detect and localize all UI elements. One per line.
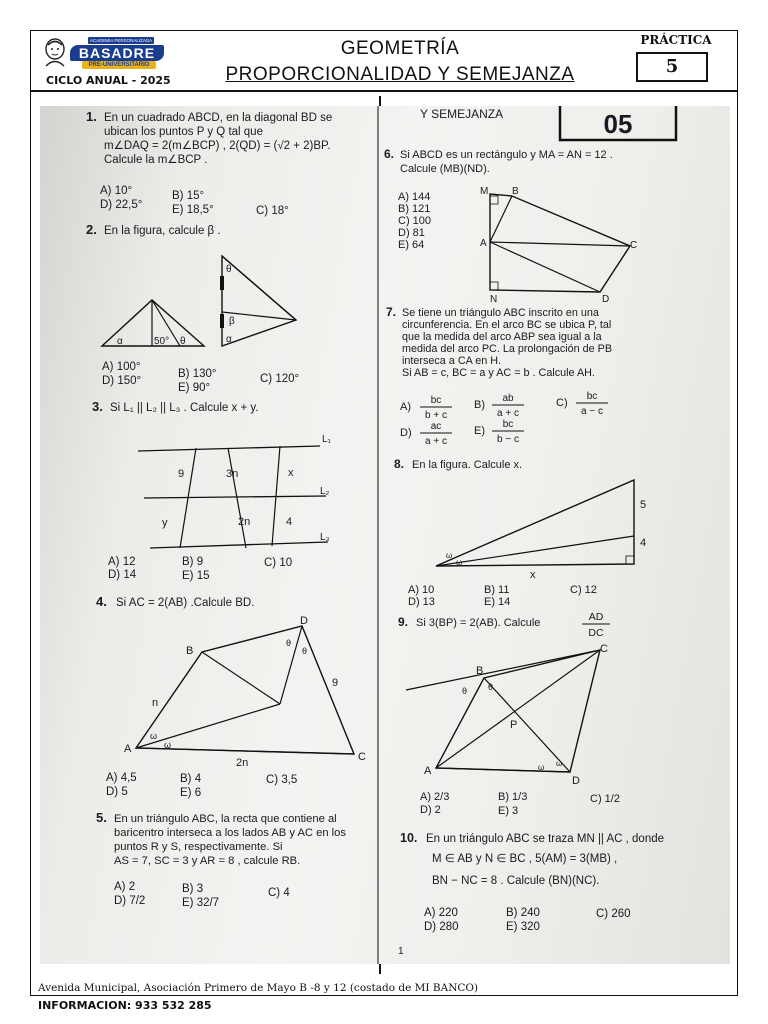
option: E) 320 [506,921,540,933]
vertex-label: B [186,645,194,657]
problem-number: 1. [86,109,97,124]
option: C) 100 [398,215,432,227]
angle-label: θ [462,686,468,696]
svg-text:B): B) [474,399,485,411]
vertex-label: D [572,775,580,787]
segment-label: x [530,569,536,581]
problem-number: 9. [398,615,409,629]
problem-6 [384,147,637,305]
figure-3 [138,434,332,548]
option: B) 1/3 [498,791,528,803]
problem-2 [86,222,299,394]
option: D) 81 [398,227,425,239]
problem-line: m∠DAQ = 2(m∠BCP) , 2(QD) = (√2 + 2)BP. [104,140,331,152]
angle-label: ω [556,759,563,768]
figure-8 [436,480,646,581]
svg-text:bc: bc [502,419,514,430]
problem-10 [400,831,664,933]
option: E) 32/7 [182,897,220,909]
svg-text:D): D) [400,427,412,439]
figure-6 [480,186,637,305]
problem-line: AS = 7, SC = 3 y AR = 8 , calcule RB. [114,855,301,867]
segment-label: y [162,517,168,529]
option [474,393,524,419]
option: C) 120° [260,373,300,385]
angle-label: ω [456,558,463,567]
course-title: GEOMETRÍA [340,38,460,59]
problem-9 [398,611,620,817]
option: D) 5 [106,786,128,798]
line-label: L₂ [320,486,330,497]
footer-address: Avenida Municipal, Asociación Primero de Mayo B -8 y 12 (costado de MI BANCO) [38,982,479,994]
problem-line: circunferencia. En el arco BC se ubica P, tal [402,319,612,331]
option: D) 13 [408,596,435,608]
option: D) 280 [424,921,459,933]
problem-5 [96,810,346,909]
option: E) 18,5° [172,204,214,216]
problem-line: Se tiene un triángulo ABC inscrito en una [402,307,599,319]
problem-line: Calcule la m∠BCP . [104,154,208,166]
worksheet-photo [40,106,730,964]
option [400,395,452,421]
problem-line: M ∈ AB y N ∈ BC , 5(AM) = 3(MB) , [432,853,618,865]
angle-label: θ [180,336,186,347]
problem-number: 2. [86,222,97,237]
option: D) 150° [102,375,142,387]
svg-text:b + c: b + c [425,410,447,421]
angle-label: ω [164,740,172,750]
option: E) 3 [498,805,519,817]
option: E) 14 [484,596,511,608]
segment-label: 3n [226,468,239,480]
segment-label: 5 [640,499,647,511]
logo-main-text: BASADRE [70,45,164,61]
practice-label: PRÁCTICA [640,33,712,47]
vertex-label: C [630,240,638,251]
problem-line: que la medida del arco ABP sea igual a la [402,331,602,343]
sheet-header-fragment: Y SEMEJANZA [420,107,504,121]
segment-label: n [152,697,159,709]
option: E) 90° [178,382,211,394]
option: A) 12 [108,556,136,568]
problem-7 [386,305,612,447]
problem-number: 6. [384,147,395,161]
vertex-label: B [512,186,519,197]
problem-line: En un triángulo ABC, la recta que contiene al [114,813,337,825]
segment-label: x [288,467,294,479]
angle-label: θ [226,264,232,275]
option: C) 1/2 [590,793,620,805]
worksheet-drawing [40,106,730,964]
problem-line: Si AC = 2(AB) .Calcule BD. [116,597,255,609]
option: B) 9 [182,556,204,568]
option: E) 64 [398,239,425,251]
problem-line: En un cuadrado ABCD, en la diagonal BD se [104,112,333,124]
option: B) 130° [178,368,217,380]
angle-label: α [117,336,123,347]
vertex-label: D [602,294,610,305]
option: B) 240 [506,907,540,919]
segment-label: 2n [236,757,249,769]
segment-label: 2n [238,516,251,528]
footer-contact: INFORMACION: 933 532 285 [38,999,212,1012]
segment-label: 9 [332,677,339,689]
option [556,391,608,417]
figure-4 [124,615,366,769]
option [400,421,452,447]
svg-text:bc: bc [430,395,442,406]
option: A) 144 [398,191,431,203]
problem-number: 5. [96,810,107,825]
segment-label: 9 [178,468,185,480]
problem-line: Si AB = c, BC = a y AC = b . Calcule AH. [402,367,595,379]
option: E) 6 [180,787,202,799]
problem-4 [96,594,366,799]
problem-number: 7. [386,305,397,319]
option: B) 15° [172,190,205,202]
svg-text:ab: ab [502,393,514,404]
option: A) 2 [114,881,136,893]
academy-logo [42,37,162,71]
option: A) 10 [408,584,435,596]
vertex-label: C [600,643,608,655]
vertex-label: P [510,719,518,731]
svg-text:a + c: a + c [425,436,447,447]
option: D) 14 [108,569,137,581]
line-label: L₁ [322,434,331,445]
page-header [30,30,738,92]
vertex-label: A [424,765,432,777]
option: E) 15 [182,570,210,582]
svg-text:a + c: a + c [497,408,519,419]
vertex-label: B [476,665,484,677]
option [474,419,524,445]
svg-text:ac: ac [430,421,442,432]
problem-3 [92,399,332,582]
problem-line: En un triángulo ABC se traza MN || AC , donde [426,833,665,845]
problem-line: BN − NC = 8 . Calcule (BN)(NC). [432,875,600,887]
problem-line: Si 3(BP) = 2(AB). Calcule [416,617,541,629]
svg-text:bc: bc [586,391,598,402]
option: A) 10° [100,185,133,197]
problem-line: En la figura. Calcule x. [412,459,523,471]
column-divider-tick-top [379,96,381,106]
option: B) 4 [180,773,202,785]
angle-label: ω [446,551,453,560]
svg-text:C): C) [556,397,568,409]
option: D) 22,5° [100,199,143,211]
problem-number: 3. [92,399,103,414]
angle-label: θ [302,646,308,656]
option: C) 18° [256,205,289,217]
svg-text:A): A) [400,401,411,413]
option: A) 220 [424,907,458,919]
founder-portrait-icon [42,37,68,67]
option: C) 10 [264,557,293,569]
angle-label: ω [538,763,545,772]
figure-2 [102,256,296,347]
vertex-label: D [300,615,308,627]
option: B) 3 [182,883,204,895]
vertex-label: A [480,238,487,249]
angle-label: θ [488,682,494,692]
problem-line: Si L₁ || L₂ || L₃ . Calcule x + y. [110,402,259,414]
option: C) 3,5 [266,774,298,786]
problem-line: baricentro interseca a los lados AB y AC en los [114,827,346,839]
problem-line: medida del arco PC. La prolongación de PB [402,343,613,355]
option: A) 4,5 [106,772,137,784]
vertex-label: A [124,743,132,755]
vertex-label: N [490,294,498,305]
fraction-options [400,391,608,447]
svg-text:E): E) [474,425,485,437]
angle-label: α [226,334,232,345]
angle-label: 50° [154,336,170,347]
topic-title: PROPORCIONALIDAD Y SEMEJANZA [225,64,575,85]
problem-number: 4. [96,594,107,609]
angle-label: β [229,316,235,327]
option: D) 7/2 [114,895,146,907]
problem-number: 10. [400,831,418,845]
figure-9 [406,643,608,787]
fraction-numerator: AD [588,611,604,623]
angle-label: θ [286,638,292,648]
segment-label: 4 [286,516,293,528]
problem-8 [394,457,646,608]
vertex-label: C [358,751,366,763]
vertex-label: M [480,186,489,197]
option: B) 121 [398,203,431,215]
option: A) 2/3 [420,791,450,803]
logo-sub-text: PRE-UNIVERSITARIO [82,61,156,69]
problem-line: interseca a CA en H. [402,355,502,367]
problem-1 [86,109,332,217]
option: C) 260 [596,908,631,920]
practice-number-box: 5 [636,52,708,82]
svg-text:b − c: b − c [497,434,519,445]
sheet-page-number: 1 [398,946,404,957]
problem-number: 8. [394,457,405,471]
sheet-number: 05 [603,109,633,139]
angle-label: ω [150,731,158,741]
problem-line: Calcule (MB)(ND). [400,163,490,175]
problem-line: ubican los puntos P y Q tal que [104,126,263,138]
column-divider-tick-bottom [379,964,381,974]
problem-line: Si ABCD es un rectángulo y MA = AN = 12 . [400,149,613,161]
line-label: L₃ [320,532,330,543]
cycle-label: CICLO ANUAL - 2025 [46,74,171,87]
logo-top-text: ACADEMIA PERSONALIZADA [89,38,153,43]
option: D) 2 [420,804,441,816]
svg-text:a − c: a − c [581,406,603,417]
fraction-denominator: DC [588,627,604,639]
option: C) 12 [570,584,597,596]
option: C) 4 [268,887,290,899]
option: B) 11 [484,584,510,596]
segment-label: 4 [640,537,647,549]
problem-line: En la figura, calcule β . [104,225,221,237]
option: A) 100° [102,361,141,373]
problem-line: puntos R y S, respectivamente. Si [114,841,283,853]
